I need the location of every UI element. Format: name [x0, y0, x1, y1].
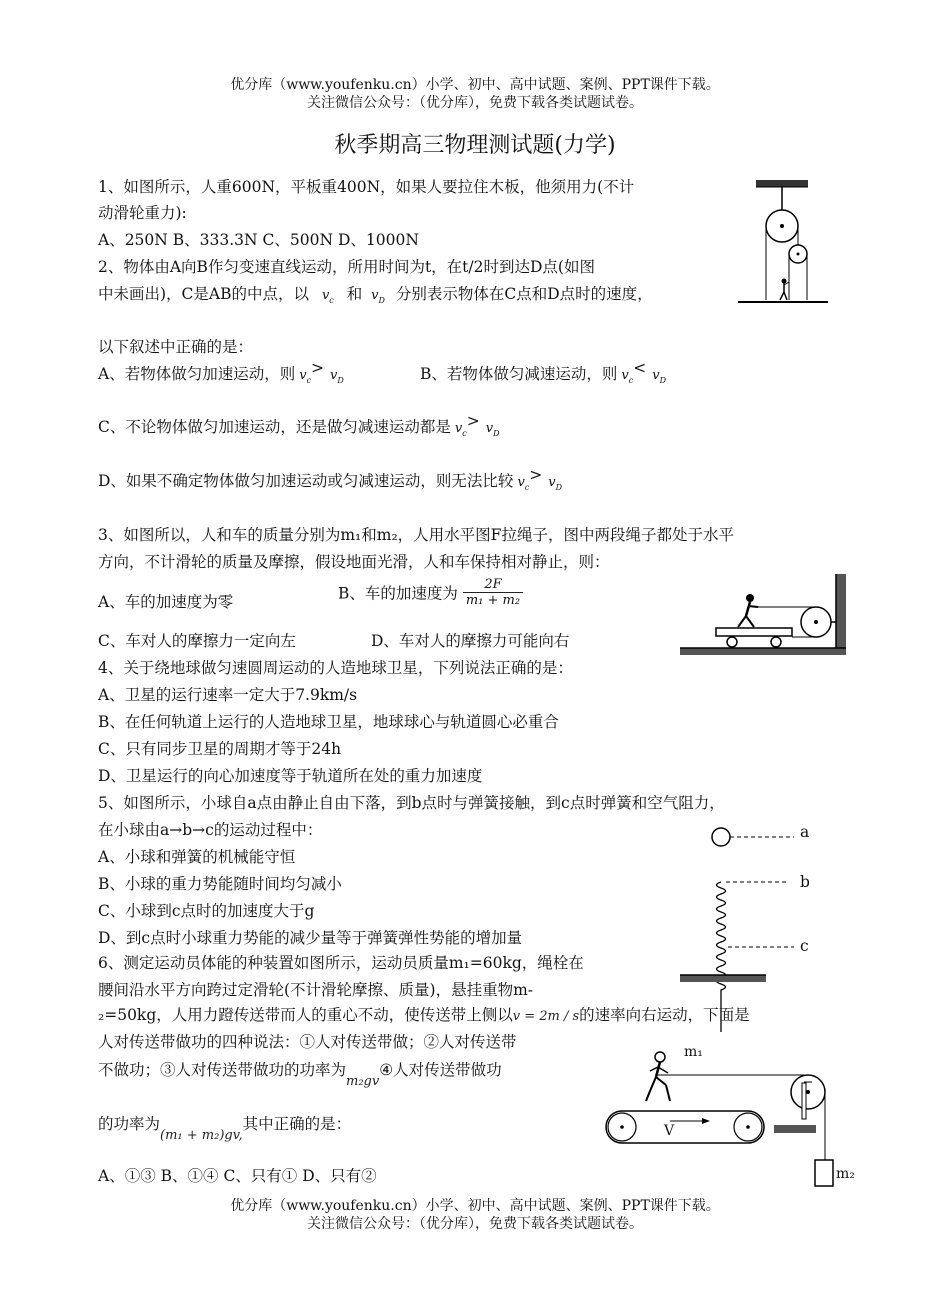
- q2-line-2-part-c: 分别表示物体在C点和D点时的速度，: [395, 285, 653, 303]
- q5-line-1: 5、如图所示，小球自a点由静止自由下落，到b点时与弹簧接触，到c点时弹簧和空气阻力，: [98, 794, 725, 812]
- q6-label-m2: m₂: [836, 1166, 855, 1182]
- q2-a-vc-sub: c: [306, 376, 312, 385]
- q2-option-a-text: A、若物体做匀加速运动，则: [98, 365, 296, 383]
- q3-acceleration-fraction: [463, 577, 523, 608]
- q2-option-d: [98, 466, 563, 492]
- q6-treadmill-figure: [604, 1045, 844, 1190]
- q2-c-vc: v: [454, 421, 463, 436]
- q6-line-6-part-a: 的功率为: [98, 1115, 161, 1133]
- q2-option-b: [420, 359, 667, 385]
- q3-option-d: D、车对人的摩擦力可能向右: [371, 632, 570, 650]
- q6-line-5-part-a: 不做功；③人对传送带做功的功率为: [98, 1061, 347, 1079]
- q2-vd-sub: D: [378, 296, 385, 305]
- q3-fraction-denominator: m₁ + m₂: [465, 593, 521, 608]
- q2-option-c: [98, 412, 500, 438]
- q2-c-vd-sub: D: [493, 429, 500, 438]
- q3-option-b: [338, 577, 523, 608]
- q2-line-3: 以下叙述中正确的是：: [98, 338, 254, 356]
- page-title: 秋季期高三物理测试题(力学): [334, 133, 616, 158]
- q2-a-vd: v: [330, 368, 338, 383]
- q6-speed: v = 2m / s: [512, 1009, 580, 1024]
- q6-line-6: [98, 1112, 352, 1143]
- q1-line-2: 动滑轮重力):: [98, 204, 187, 222]
- q6-line-3-part-a: ₂=50kg，人用力蹬传送带而人的重心不动，使传送带上侧以: [98, 1006, 513, 1024]
- q6-label-v: V: [664, 1123, 675, 1139]
- q2-a-vc: v: [299, 368, 307, 383]
- q4-option-a: A、卫星的运行速率一定大于7.9km/s: [98, 686, 358, 704]
- q2-line-1: 2、物体由A向B作匀变速直线运动，所用时间为t，在t/2时到达D点(如图: [98, 258, 595, 276]
- q2-b-lt: <: [633, 359, 647, 377]
- q3-line-2: 方向，不计滑轮的质量及摩擦，假设地面光滑，人和车保持相对静止，则：: [98, 553, 610, 571]
- q3-line-1: 3、如图所以，人和车的质量分别为m₁和m₂，人用水平图F拉绳子，图中两段绳子都处于水平: [98, 526, 734, 544]
- q2-a-vd-sub: D: [337, 376, 344, 385]
- q6-line-2: 腰间沿水平方向跨过定滑轮(不计滑轮摩擦、质量)，悬挂重物m-: [98, 981, 534, 999]
- q2-d-gt: >: [529, 466, 543, 484]
- q6-line-4: 人对传送带做功的四种说法：①人对传送带做；②人对传送带: [98, 1033, 517, 1051]
- q4-option-c: C、只有同步卫星的周期才等于24h: [98, 740, 342, 758]
- q4-option-d: D、卫星运行的向心加速度等于轨道所在处的重力加速度: [98, 767, 483, 785]
- q2-c-vc-sub: c: [462, 429, 467, 438]
- q2-line-2-part-b: 和: [346, 285, 363, 303]
- q6-line-5-part-b: ④人对传送带做功: [379, 1061, 502, 1079]
- q6-line-3-part-b: 的速率向右运动，下面是: [579, 1006, 750, 1024]
- q2-d-vc: v: [517, 475, 525, 490]
- q2-line-2: [98, 282, 653, 304]
- q2-b-vd: v: [652, 368, 660, 383]
- q5-option-a: A、小球和弹簧的机械能守恒: [98, 848, 296, 866]
- q3-option-b-text: B、车的加速度为: [338, 584, 458, 603]
- q2-option-c-text: C、不论物体做匀加速运动，还是做匀减速运动都是: [98, 418, 451, 436]
- q5-label-a: a: [800, 823, 810, 841]
- q2-c-vd: v: [485, 421, 494, 436]
- q5-option-d: D、到c点时小球重力势能的减少量等于弹簧弹性势能的增加量: [98, 929, 523, 947]
- q2-a-gt: >: [311, 359, 325, 377]
- q3-cart-figure: [680, 572, 850, 662]
- q2-vd-symbol: v: [371, 288, 379, 303]
- q2-option-b-text: B、若物体做匀减速运动，则: [420, 365, 618, 383]
- q2-line-2-part-a: 中未画出)，C是AB的中点，以: [98, 285, 309, 303]
- q3-option-a: A、车的加速度为零: [98, 593, 234, 611]
- q5-label-b: b: [800, 873, 810, 891]
- q2-option-a: [98, 359, 344, 385]
- q6-line-3: [98, 1003, 750, 1025]
- header-line-1: 优分库（www.youfenku.cn）小学、初中、高中试题、案例、PPT课件下载。: [230, 77, 720, 93]
- q2-b-vd-sub: D: [659, 376, 667, 385]
- q6-m2gv: m₂gv: [346, 1074, 380, 1089]
- q2-b-vc: v: [621, 368, 629, 383]
- q3-fraction-numerator: 2F: [463, 577, 523, 593]
- q2-d-vc-sub: c: [524, 483, 530, 492]
- q1-options: A、250N B、333.3N C、500N D、1000N: [98, 231, 419, 249]
- q6-options: A、①③ B、①④ C、只有① D、只有②: [98, 1167, 377, 1185]
- q4-option-b: B、在任何轨道上运行的人造地球卫星，地球球心与轨道圆心必重合: [98, 713, 559, 731]
- q5-line-2: 在小球由a→b→c的运动过程中：: [98, 821, 323, 839]
- q2-vc-sub: c: [329, 296, 334, 305]
- q4-line-1: 4、关于绕地球做匀速圆周运动的人造地球卫星，下列说法正确的是：: [98, 659, 573, 677]
- footer-line-1: 优分库（www.youfenku.cn）小学、初中、高中试题、案例、PPT课件下载。: [230, 1198, 720, 1214]
- q5-option-b: B、小球的重力势能随时间均匀减小: [98, 875, 342, 893]
- q1-line-1: 1、如图所示，人重600N，平板重400N，如果人要拉住木板，他须用力(不计: [98, 178, 635, 196]
- q2-option-d-text: D、如果不确定物体做匀加速运动或匀减速运动，则无法比较: [98, 472, 514, 490]
- q2-b-vc-sub: c: [628, 376, 634, 385]
- q2-d-vd: v: [548, 475, 556, 490]
- q2-c-gt: >: [466, 412, 480, 430]
- q3-option-c: C、车对人的摩擦力一定向左: [98, 632, 296, 650]
- footer-line-2: 关注微信公众号：（优分库），免费下载各类试题试卷。: [307, 1216, 643, 1232]
- q2-vc-symbol: v: [321, 288, 330, 303]
- q6-m1m2gv: (m₁ + m₂)gv,: [160, 1128, 243, 1143]
- q6-line-1: 6、测定运动员体能的种装置如图所示，运动员质量m₁=60kg，绳栓在: [98, 954, 584, 972]
- q6-line-6-part-b: 其中正确的是：: [242, 1115, 352, 1133]
- q5-spring-figure: [676, 820, 816, 985]
- q2-d-vd-sub: D: [555, 483, 563, 492]
- q6-line-5: [98, 1058, 502, 1089]
- q5-option-c: C、小球到c点时的加速度大于g: [98, 902, 315, 920]
- q5-label-c: c: [800, 937, 809, 955]
- q6-label-m1: m₁: [684, 1044, 703, 1060]
- q1-pulley-figure: [728, 178, 838, 308]
- header-line-2: 关注微信公众号：（优分库），免费下载各类试题试卷。: [307, 95, 643, 111]
